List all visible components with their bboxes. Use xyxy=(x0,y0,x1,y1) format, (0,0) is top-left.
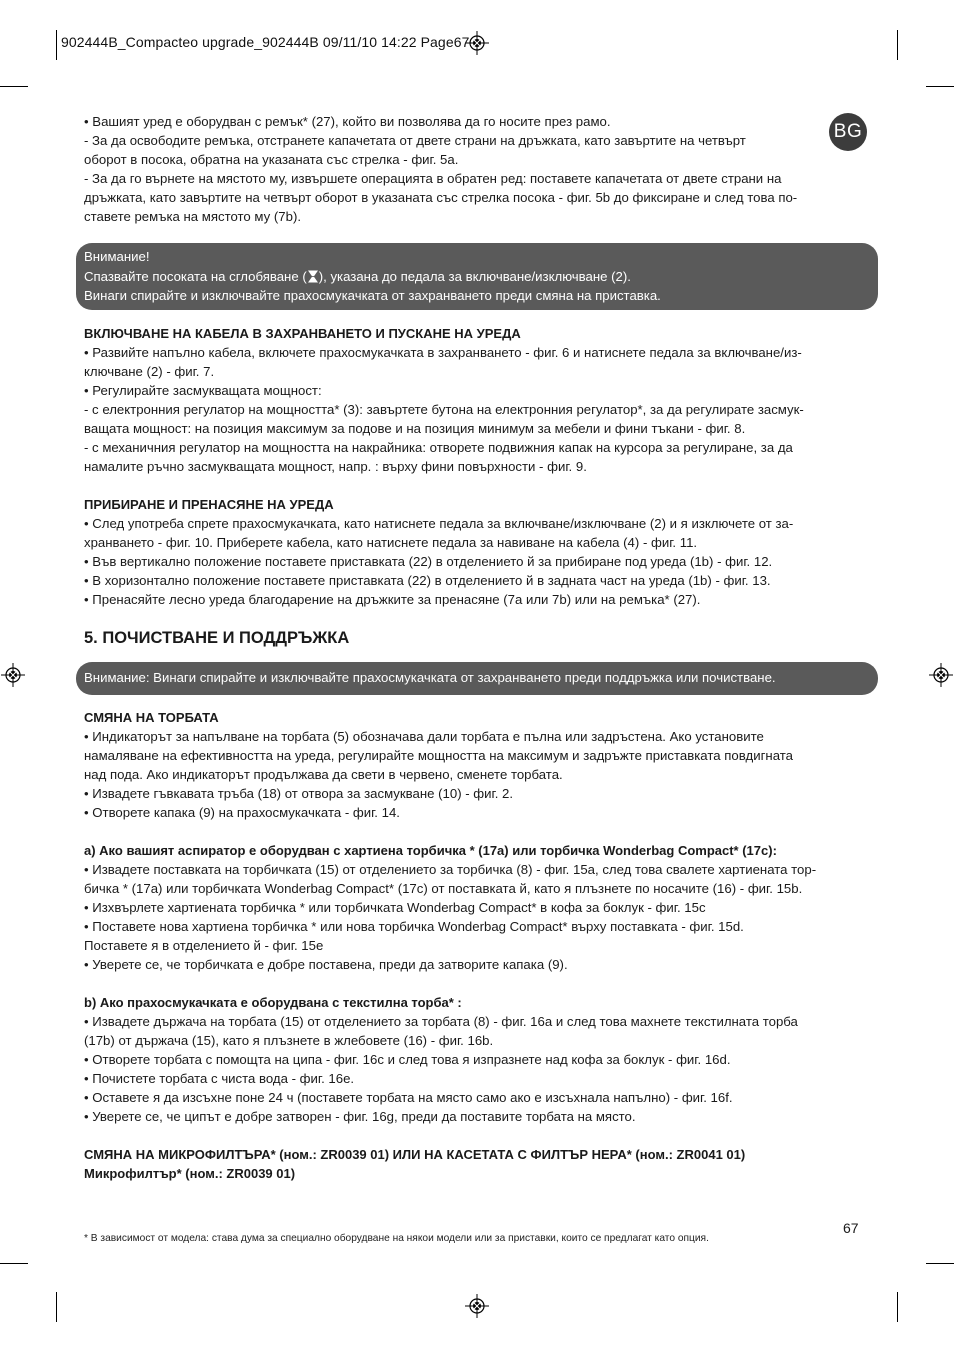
text-line: • Извадете гъвкавата тръба (18) от отвора за засмукване (10) - фиг. 2. xyxy=(84,786,514,801)
crop-mark xyxy=(926,86,954,87)
crop-mark xyxy=(0,1263,28,1264)
text-line: - За да освободите ремъка, отстранете капачетата от двете страни на дръжката, като завъртите на четвърт xyxy=(84,133,746,148)
warning-title: Внимание! xyxy=(84,249,150,264)
text-line: • Отворете торбата с помощта на ципа - фиг. 16c и след това я изпразнете над кофа за боклук - фиг. 16d. xyxy=(84,1052,731,1067)
page-number: 67 xyxy=(843,1220,859,1236)
warning-text: ), указана до педала за включване/изключване (2). xyxy=(318,268,631,284)
section-filter xyxy=(84,1145,874,1183)
crop-mark xyxy=(897,30,898,60)
warning-text: Спазвайте посоката на сглобяване ( xyxy=(84,268,307,284)
section-textile-bag xyxy=(84,993,874,1126)
text-line: намалите ръчно засмукващата мощност, напр. : върху фини повърхности - фиг. 9. xyxy=(84,458,587,474)
text-line: дръжката, като завъртите на четвърт оборот в указаната със стрелка посока - фиг. 5b до фиксиране и след това по- xyxy=(84,190,798,205)
warning-line: Внимание: Винаги спирайте и изключвайте прахосмукачката от захранването преди поддръжка или почистване. xyxy=(84,669,776,685)
page-content xyxy=(84,112,874,1183)
section-bag xyxy=(84,708,874,822)
text-line: оборот в посока, обратна на указаната със стрелка - фиг. 5a. xyxy=(84,152,459,167)
text-line: бичка * (17a) или торбичката Wonderbag Compact* (17c) от поставката й, като я плъзнете по носачите (16) - фиг. 15b. xyxy=(84,881,803,896)
text-line: Поставете я в отделението й - фиг. 15e xyxy=(84,938,324,953)
text-line: • Индикаторът за напълване на торбата (5) обозначава дали торбата е пълна или задръстена. Ако установите xyxy=(84,729,764,744)
section-heading: a) Ако вашият аспиратор е оборудван с хартиена торбичка * (17a) или торбичка Wonderbag Compact* (17c): xyxy=(84,843,777,858)
text-line: намаляване на ефективността на уреда, регулирайте мощността на максимум и задръжте приставката повдигната xyxy=(84,748,793,763)
section-heading: b) Ако прахосмукачката е оборудвана с текстилна торба* : xyxy=(84,995,462,1010)
text-line: - За да го върнете на мястото му, извършете операцията в обратен ред: поставете капачетата от двете страни на xyxy=(84,171,782,186)
warning-line xyxy=(84,267,878,287)
section-cable xyxy=(84,324,874,476)
warning-line: Винаги спирайте и изключвайте прахосмукачката от захранването преди смяна на приставка. xyxy=(84,288,661,303)
warning-box xyxy=(76,243,878,310)
text-line: • Развийте напълно кабела, включете прахосмукачката в захранването - фиг. 6 и натиснете педала за включване/из- xyxy=(84,344,802,360)
section-subheading: Микрофилтър* (ном.: ZR0039 01) xyxy=(84,1166,296,1181)
text-line: ващата мощност: на позиция максимум за подове и на позиция минимум за мебели и фини тъкани - фиг. 8. xyxy=(84,420,746,436)
text-line: • Във вертикално положение поставете приставката (22) в отделението й за прибиране под уреда (1b) - фиг. 12. xyxy=(84,553,773,569)
text-line: • Вашият уред е оборудван с ремък* (27), който ви позволява да го носите през рамо. xyxy=(84,114,611,129)
section-5-title: 5. ПОЧИСТВАНЕ И ПОДДРЪЖКА xyxy=(84,628,350,647)
text-line: • Извадете поставката на торбичката (15) от отделението за торбичка (8) - фиг. 15a, след това свалете хартиената тор- xyxy=(84,862,817,877)
text-line: - с електронния регулатор на мощността* (3): завъртете бутона на електронния регулатор*, за да регулирате засмук- xyxy=(84,401,804,417)
registration-mark-icon xyxy=(1,663,25,687)
crop-mark xyxy=(926,1263,954,1264)
section-storage xyxy=(84,495,874,609)
text-line: • След употреба спрете прахосмукачката, като натиснете педала за включване/изключване (2) и я изключете от за- xyxy=(84,515,794,531)
text-line: ставете ремъка на мястото му (7b). xyxy=(84,209,301,224)
text-line: над пода. Ако индикаторът продължава да свети в червено, сменете торбата. xyxy=(84,767,563,782)
crop-mark xyxy=(897,1292,898,1322)
registration-mark-icon xyxy=(465,1294,489,1318)
section-heading: СМЯНА НА ТОРБАТА xyxy=(84,710,219,725)
crop-mark xyxy=(56,30,57,60)
section-paper-bag xyxy=(84,841,874,974)
warning-box-maintenance xyxy=(76,662,878,696)
text-line: • Уверете се, че ципът е добре затворен - фиг. 16g, преди да поставите торбата на място. xyxy=(84,1109,636,1124)
text-line: • Оставете я да изсъхне поне 24 ч (поставете торбата на място само ако е изсъхнала напълно) - фиг. 16f. xyxy=(84,1090,733,1105)
text-line: • Отворете капака (9) на прахосмукачката - фиг. 14. xyxy=(84,805,400,820)
section-heading: ПРИБИРАНЕ И ПРЕНАСЯНЕ НА УРЕДА xyxy=(84,496,334,512)
text-line: • Уверете се, че торбичката е добре поставена, преди да затворите капака (9). xyxy=(84,957,568,972)
footnote: * В зависимост от модела: става дума за специално оборудване на някои модели или за приставки, които се предлагат като опция. xyxy=(84,1233,709,1244)
registration-mark-icon xyxy=(929,663,953,687)
section-heading: ВКЛЮЧВАНЕ НА КАБЕЛА В ЗАХРАНВАНЕТО И ПУСКАНЕ НА УРЕДА xyxy=(84,325,521,341)
text-line: - с механичния регулатор на мощността на накрайника: отворете подвижния капак на курсора за регулиране, за да xyxy=(84,439,793,455)
text-line: хранването - фиг. 10. Приберете кабела, като натиснете педала за навиване на кабела (4) - фиг. 11. xyxy=(84,534,698,550)
text-line: • Поставете нова хартиена торбичка * или нова торбичка Wonderbag Compact* върху поставката - фиг. 15d. xyxy=(84,919,744,934)
crop-mark xyxy=(0,86,28,87)
text-line: • Извадете държача на торбата (15) от отделението за торбата (8) - фиг. 16a и след това махнете текстилната торба xyxy=(84,1014,798,1029)
crop-mark xyxy=(56,1292,57,1322)
text-line: • Пренасяйте лесно уреда благодарение на дръжките за пренасяне (7a или 7b) или на ремъка* (27). xyxy=(84,591,701,607)
strap-instructions xyxy=(84,112,874,226)
hourglass-arrow-icon xyxy=(307,270,319,283)
text-line: • В хоризонтално положение поставете приставката (22) в отделението й в задната част на уреда (1b) - фиг. 13. xyxy=(84,572,771,588)
text-line: (17b) от държача (15), като я плъзнете в жлебовете (16) - фиг. 16b. xyxy=(84,1033,494,1048)
text-line: ключване (2) - фиг. 7. xyxy=(84,363,215,379)
print-slug: 902444B_Compacteo upgrade_902444B 09/11/10 14:22 Page67 xyxy=(61,34,470,50)
text-line: • Изхвърлете хартиената торбичка * или торбичката Wonderbag Compact* в кофа за боклук - фиг. 15c xyxy=(84,900,706,915)
text-line: • Регулирайте засмукващата мощност: xyxy=(84,382,322,398)
section-heading: СМЯНА НА МИКРОФИЛТЪРА* (ном.: ZR0039 01) ИЛИ НА КАСЕТАТА С ФИЛТЪР HEPA* (ном.: ZR0041 01) xyxy=(84,1147,746,1162)
language-badge: BG xyxy=(829,113,867,151)
text-line: • Почистете торбата с чиста вода - фиг. 16e. xyxy=(84,1071,355,1086)
